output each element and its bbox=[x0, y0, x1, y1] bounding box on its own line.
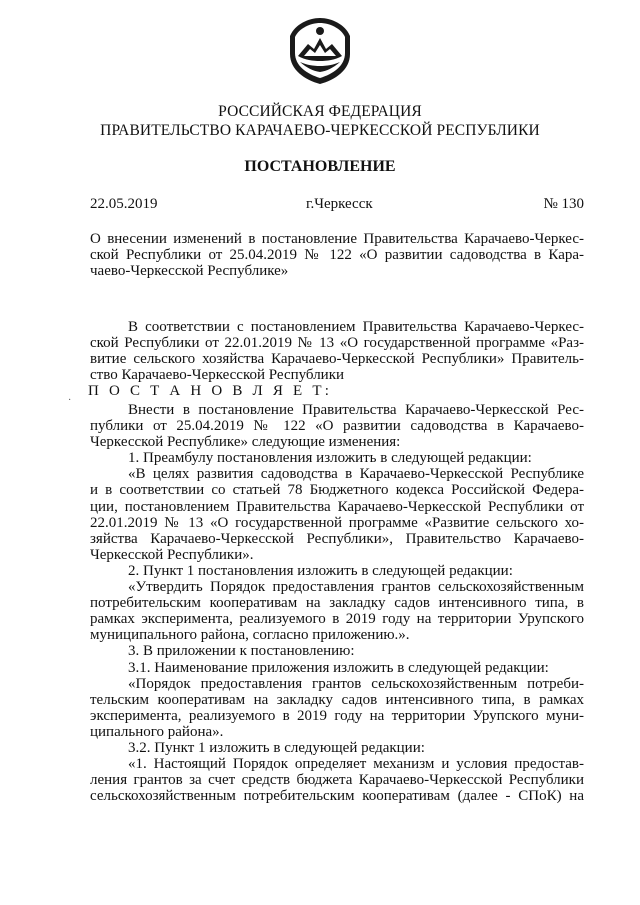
body-line: и в соответствии со статьей 78 Бюджетного кодекса Российской Федера- bbox=[90, 482, 584, 499]
postanovlyaet-heading: П О С Т А Н О В Л Я Е Т: bbox=[88, 383, 333, 399]
body-line: Внести в постановление Правительства Карачаево-Черкесской Рес- bbox=[128, 402, 584, 418]
title-line: О внесении изменений в постановление Правительства Карачаево-Черкес- bbox=[90, 231, 584, 247]
body-line: 1. Преамбулу постановления изложить в следующей редакции: bbox=[128, 450, 532, 467]
body-line: 2. Пункт 1 постановления изложить в следующей редакции: bbox=[128, 562, 513, 579]
body-line: 3. В приложении к постановлению: bbox=[128, 643, 355, 660]
body-line: ципального района». bbox=[90, 723, 224, 740]
document-city: г.Черкесск bbox=[306, 196, 373, 212]
title-line: ской Республики от 25.04.2019 № 122 «О развитии садоводства в Кара- bbox=[90, 247, 584, 264]
body-line: публики от 25.04.2019 № 122 «О развитии садоводства в Карачаево- bbox=[90, 418, 584, 435]
body-line: тельским кооперативам на закладку садов интенсивного типа, в рамках bbox=[90, 691, 584, 708]
body-line: 3.1. Наименование приложения изложить в следующей редакции: bbox=[128, 659, 549, 676]
body-line: сельскохозяйственным потребительским кооперативам (далее - СПоК) на bbox=[90, 788, 584, 805]
country-heading: РОССИЙСКАЯ ФЕДЕРАЦИЯ bbox=[218, 103, 422, 120]
body-line: рамках эксперимента, реализуемого в 2019 году на территории Урупского bbox=[90, 611, 584, 628]
document-meta-row bbox=[90, 195, 584, 213]
body-line: 3.2. Пункт 1 изложить в следующей редакции: bbox=[128, 739, 425, 756]
body-line: «Утвердить Порядок предоставления грантов сельскохозяйственным bbox=[128, 579, 584, 596]
preamble-line: В соответствии с постановлением Правительства Карачаево-Черкес- bbox=[128, 319, 584, 335]
body-line: потребительским кооперативам на закладку садов интенсивного типа, в bbox=[90, 595, 584, 612]
body-line: ции, постановлением Правительства Карачаево-Черкесской Республики от bbox=[90, 498, 584, 515]
title-line: чаево-Черкесской Республике» bbox=[90, 263, 289, 280]
body-line: зяйства Карачаево-Черкесской Республики», Правительство Карачаево- bbox=[90, 530, 584, 547]
republic-emblem-icon bbox=[287, 16, 353, 86]
document-number: № 130 bbox=[543, 196, 584, 212]
document-type-heading: ПОСТАНОВЛЕНИЕ bbox=[244, 158, 396, 175]
body-line: 22.01.2019 № 13 «О государственной программе «Развитие сельского хо- bbox=[90, 514, 584, 531]
body-line: Черкесской Республике» следующие изменения: bbox=[90, 434, 401, 451]
document-title-block bbox=[90, 231, 584, 279]
body-line: «В целях развития садоводства в Карачаево-Черкесской Республике bbox=[128, 466, 584, 483]
preamble-block bbox=[90, 319, 584, 383]
government-heading: ПРАВИТЕЛЬСТВО КАРАЧАЕВО-ЧЕРКЕССКОЙ РЕСПУБЛИКИ bbox=[100, 122, 540, 139]
body-line: Черкесской Республики». bbox=[90, 546, 254, 563]
body-line: ления грантов за счет средств бюджета Карачаево-Черкесской Республики bbox=[90, 772, 584, 789]
preamble-line: ство Карачаево-Черкесской Республики bbox=[90, 367, 345, 384]
margin-mark: · bbox=[68, 395, 72, 406]
body-text-block bbox=[90, 402, 584, 804]
body-line: «Порядок предоставления грантов сельскохозяйственным потреби- bbox=[128, 675, 584, 692]
body-line: «1. Настоящий Порядок определяет механизм и условия предостав- bbox=[128, 756, 584, 773]
body-line: муниципального района, согласно приложению.». bbox=[90, 627, 410, 644]
document-date: 22.05.2019 bbox=[90, 196, 158, 212]
preamble-line: ской Республики от 22.01.2019 № 13 «О государственной программе «Раз- bbox=[90, 335, 584, 352]
preamble-line: витие сельского хозяйства Карачаево-Черкесской Республики» Правитель- bbox=[90, 351, 584, 368]
body-line: эксперимента, реализуемого в 2019 году на территории Урупского муни- bbox=[90, 707, 584, 724]
